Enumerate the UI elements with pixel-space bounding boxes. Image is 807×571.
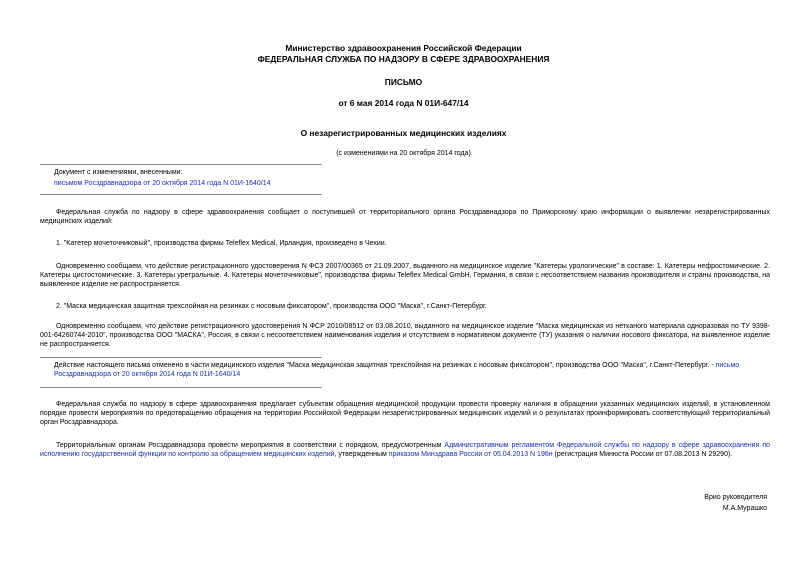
paragraph-item-1: 1. "Катетер мочеточниковый", производства фирмы Teleflex Medical, Ирландия, произведено в Чехии. [56,240,387,247]
instruction-text-a: Территориальным органам Росздравнадзора провести мероприятия в соответствии с порядком, предусмотренным [56,442,445,449]
amendment-note: (с изменениями на 20 октября 2014 года) [336,150,471,157]
amendment-letter-link[interactable]: письмом Росздравнадзора от 20 октября 2014 года N 01И-1640/14 [54,180,271,187]
paragraph-item-2: 2. "Маска медицинская защитная трехслойная на резинках с носовым фиксатором", производства ООО "Маска", г.Санкт-Петербург. [56,303,487,310]
signature-position: Врио руководителя [704,494,767,501]
divider [40,164,322,165]
service-name: ФЕДЕРАЛЬНАЯ СЛУЖБА ПО НАДЗОРУ В СФЕРЕ ЗДРАВООХРАНЕНИЯ [257,54,550,64]
cancellation-letter-link[interactable]: письмо Росздравнадзора от 20 октября 2014 года N 01И-1640/14 [54,362,740,378]
paragraph-item-1-detail: Одновременно сообщаем, что действие регистрационного удостоверения N ФСЗ 2007/00365 от 21.09.2007, выданного на медицинское изделие "Катетеры урологические" в составе: 1. Катетеры нефростомические. 2. Катетеры цистостомические. 3. Катетеры уретральные. 4. Катетеры мочеточниковые", производства фирмы Teleflex Medical GmbH, Германия, в связи с несоответствием названия производителя и страны производства, на выявленное изделие не распространяется. [40,263,770,288]
paragraph-instruction [40,441,770,459]
note-top-text: Документ с изменениями, внесенными: [54,169,183,176]
divider [40,387,322,388]
order-link[interactable]: приказом Минздрава России от 05.04.2013 N 196н [388,451,553,458]
note-mid-text: Действие настоящего письма отменено в части медицинского изделия "Маска медицинская защитная трехслойная на резинках с носовым фиксатором", производства ООО "Маска", г.Санкт-Петербург. - [54,362,716,369]
ministry-name: Министерство здравоохранения Российской Федерации [285,43,522,53]
note-top-link[interactable] [54,179,754,188]
doc-type: ПИСЬМО [384,77,423,87]
note-mid [54,361,770,379]
signature-name: М.А.Мурашко [722,505,767,512]
doc-title: О незарегистрированных медицинских изделиях [300,128,507,138]
doc-date-number: от 6 мая 2014 года N 01И-647/14 [338,98,469,108]
instruction-text-c: (регистрация Минюста России от 07.08.2013 N 29290). [552,451,733,458]
instruction-text-b: , утвержденным [334,451,389,458]
divider [40,357,322,358]
paragraph-item-2-detail: Одновременно сообщаем, что действие регистрационного удостоверения N ФСР 2010/08512 от 03.08.2010, выданного на медицинское изделие "Маска медицинская из нетканого материала одноразовая по ТУ 9398-001-64260744-2010", производства ООО "МАСКА", Россия, в связи с несоответствием наименования изделия и отсутствием в нормативном документе (ТУ) указания о наличии носового фиксатора, на выявленное изделие не распространяется. [40,323,770,348]
paragraph-intro: Федеральная служба по надзору в сфере здравоохранения сообщает о поступившей от территориального органа Росздравнадзора по Приморскому краю информации о выявлении незарегистрированных медицинских изделий: [40,209,770,225]
regulation-link[interactable]: Административным регламентом Федеральной службы по надзору в сфере здравоохранения по исполнению государственной функции по контролю за обращением медицинских изделий [40,442,770,458]
paragraph-proposal: Федеральная служба по надзору в сфере здравоохранения предлагает субъектам обращения медицинской продукции провести проверку наличия в обращении указанных медицинских изделий, в установленном порядке провести мероприятия по предотвращению обращения на территории Российской Федерации незарегистрированных медицинских изделий и о результатах проинформировать соответствующий территориальный орган Росздравнадзора. [40,401,770,426]
divider [40,194,322,195]
